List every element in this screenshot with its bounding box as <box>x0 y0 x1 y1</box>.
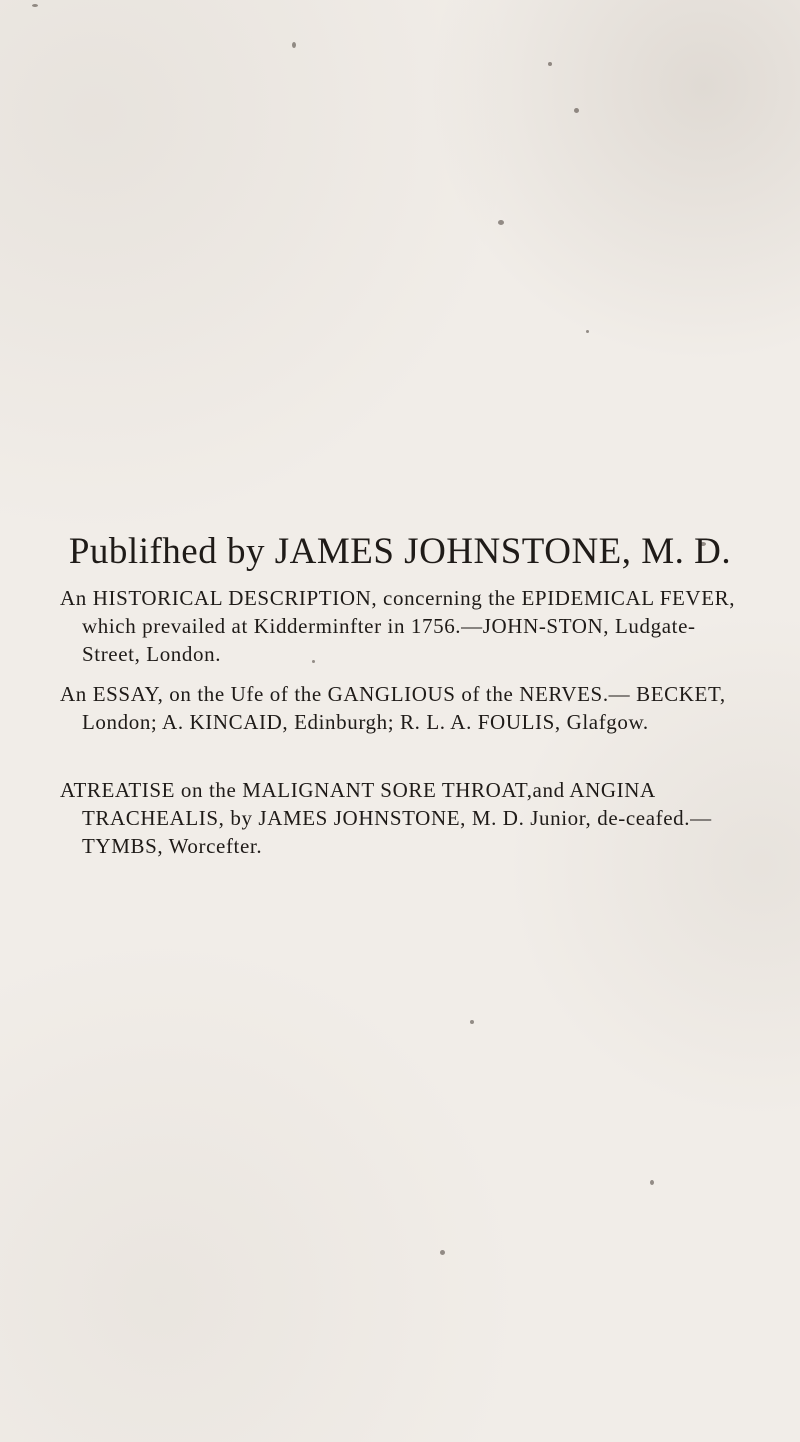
paper-speck <box>548 62 552 66</box>
entry-text: An HISTORICAL DESCRIPTION, concerning the EPIDEMICAL FEVER, which prevailed at Kidderminfter in 1756.—JOHN-STON, Ludgate-Street, London. <box>60 586 736 666</box>
paper-speck <box>440 1250 445 1255</box>
paper-speck <box>292 42 296 48</box>
paper-speck <box>470 1020 474 1024</box>
publication-entry-malignant-sore-throat <box>60 776 750 860</box>
entry-text: ATREATISE on the MALIGNANT SORE THROAT,and ANGINA TRACHEALIS, by JAMES JOHNSTONE, M. D. Junior, de-ceafed.—TYMBS, Worcefter. <box>60 778 712 858</box>
entry-text: An ESSAY, on the Ufe of the GANGLIOUS of the NERVES.— BECKET, London; A. KINCAID, Edinburgh; R. L. A. FOULIS, Glafgow. <box>60 682 726 734</box>
paper-speck <box>586 330 589 333</box>
publication-entry-epidemical-fever <box>60 584 750 668</box>
page-heading: Publifhed by JAMES JOHNSTONE, M. D. <box>68 531 732 572</box>
paper-speck <box>498 220 504 225</box>
paper-speck <box>574 108 579 113</box>
publication-entry-ganglious-nerves <box>60 680 750 736</box>
paper-speck <box>32 4 38 7</box>
paper-speck <box>650 1180 654 1185</box>
